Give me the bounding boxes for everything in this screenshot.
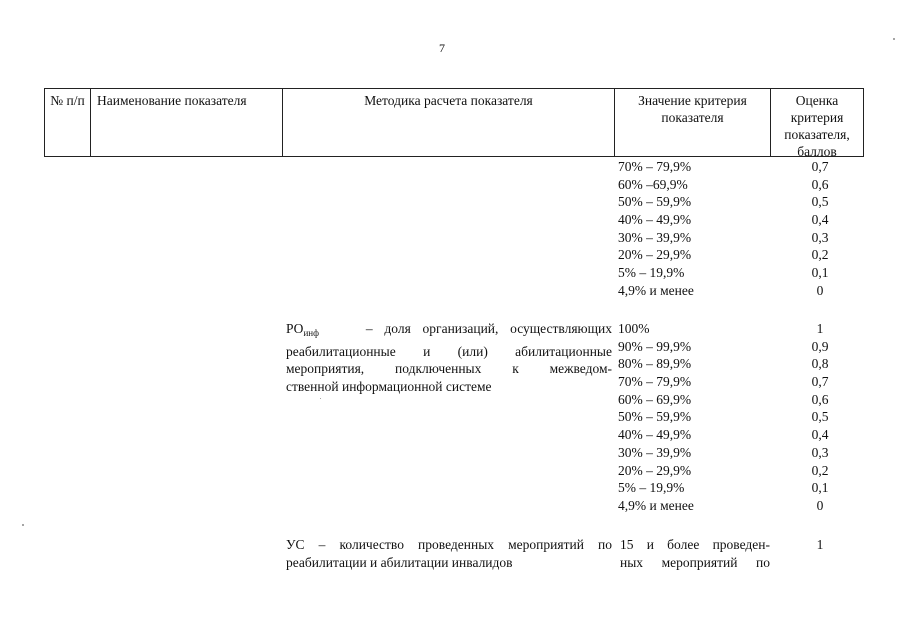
- score-item: 0,4: [811, 427, 829, 443]
- score-item: 0,6: [811, 391, 829, 407]
- value-line: ных мероприятий по: [620, 554, 770, 570]
- range-item: 90% – 99,9%: [618, 338, 692, 354]
- score-item: 0,5: [811, 409, 829, 425]
- score-item: 1: [816, 321, 824, 336]
- desc-line: мероприятия, подключенных к межведом-: [286, 361, 612, 376]
- range-item: 5% – 19,9%: [618, 265, 685, 281]
- desc-line: $РО_{инф}$ – доля организаций, осуществляющих: [286, 321, 613, 338]
- range-item: 70% – 79,9%: [618, 374, 692, 390]
- score-item: 0,2: [811, 462, 829, 478]
- range-item: 100%: [618, 321, 650, 336]
- score-item: 0,1: [811, 480, 829, 496]
- block2-scores: [770, 320, 870, 515]
- block2-description: [286, 320, 612, 395]
- score-item: 0,1: [811, 265, 829, 281]
- range-item: 4,9% и менее: [618, 497, 694, 513]
- score-item: 0: [816, 497, 824, 513]
- range-item: 60% – 69,9%: [618, 391, 692, 407]
- header-num: № п/п: [45, 89, 91, 156]
- range-item: 4,9% и менее: [618, 282, 694, 298]
- table-header: [44, 88, 864, 157]
- score-item: 0,2: [811, 247, 829, 263]
- header-method: Методика расчета показателя: [283, 89, 615, 156]
- score-item: 0,3: [811, 229, 829, 245]
- range-item: 30% – 39,9%: [618, 229, 692, 245]
- score-item: 0,6: [811, 176, 829, 192]
- range-item: 80% – 89,9%: [618, 356, 692, 372]
- range-item: 50% – 59,9%: [618, 194, 692, 210]
- score-item: 0,3: [811, 444, 829, 460]
- score-item: 1: [816, 537, 824, 552]
- block2-ranges: [618, 320, 764, 515]
- header-value: Значение критерия показателя: [615, 89, 771, 156]
- score-item: 0,8: [811, 356, 829, 372]
- page-number: 7: [439, 41, 445, 55]
- indicator-symbol: $РО_{инф}$: [286, 321, 319, 338]
- score-item: 0,4: [811, 212, 829, 228]
- range-item: 60% –69,9%: [618, 176, 688, 192]
- range-item: 40% – 49,9%: [618, 212, 692, 228]
- block1-scores: [770, 158, 870, 300]
- desc-line: реабилитации и абилитации инвалидов: [286, 554, 513, 570]
- block3-description: [286, 536, 612, 571]
- range-item: 20% – 29,9%: [618, 462, 692, 478]
- range-item: 20% – 29,9%: [618, 247, 692, 263]
- score-item: 0,9: [811, 338, 829, 354]
- value-line: 15 и более проведен-: [620, 537, 770, 552]
- score-item: 0,7: [811, 159, 829, 174]
- desc-line: ственной информационной системе: [286, 378, 492, 394]
- score-item: 0: [816, 282, 824, 298]
- range-item: 40% – 49,9%: [618, 427, 692, 443]
- desc-line: УС – количество проведенных мероприятий по: [286, 537, 612, 552]
- range-item: 70% – 79,9%: [618, 159, 692, 174]
- score-item: 0,5: [811, 194, 829, 210]
- desc-line: реабилитационные и (или) абилитационные: [286, 343, 612, 359]
- block1-ranges: [618, 158, 764, 300]
- score-item: 0,7: [811, 374, 829, 390]
- header-name: Наименование показателя: [91, 89, 283, 156]
- block3-value: [620, 536, 770, 571]
- block3-scores: [770, 536, 870, 554]
- scan-speck: [893, 38, 895, 40]
- header-score: Оценка критерия показателя, баллов: [784, 93, 850, 159]
- range-item: 50% – 59,9%: [618, 409, 692, 425]
- range-item: 5% – 19,9%: [618, 480, 685, 496]
- scan-speck: [22, 524, 24, 526]
- scan-speck: [320, 398, 321, 399]
- range-item: 30% – 39,9%: [618, 444, 692, 460]
